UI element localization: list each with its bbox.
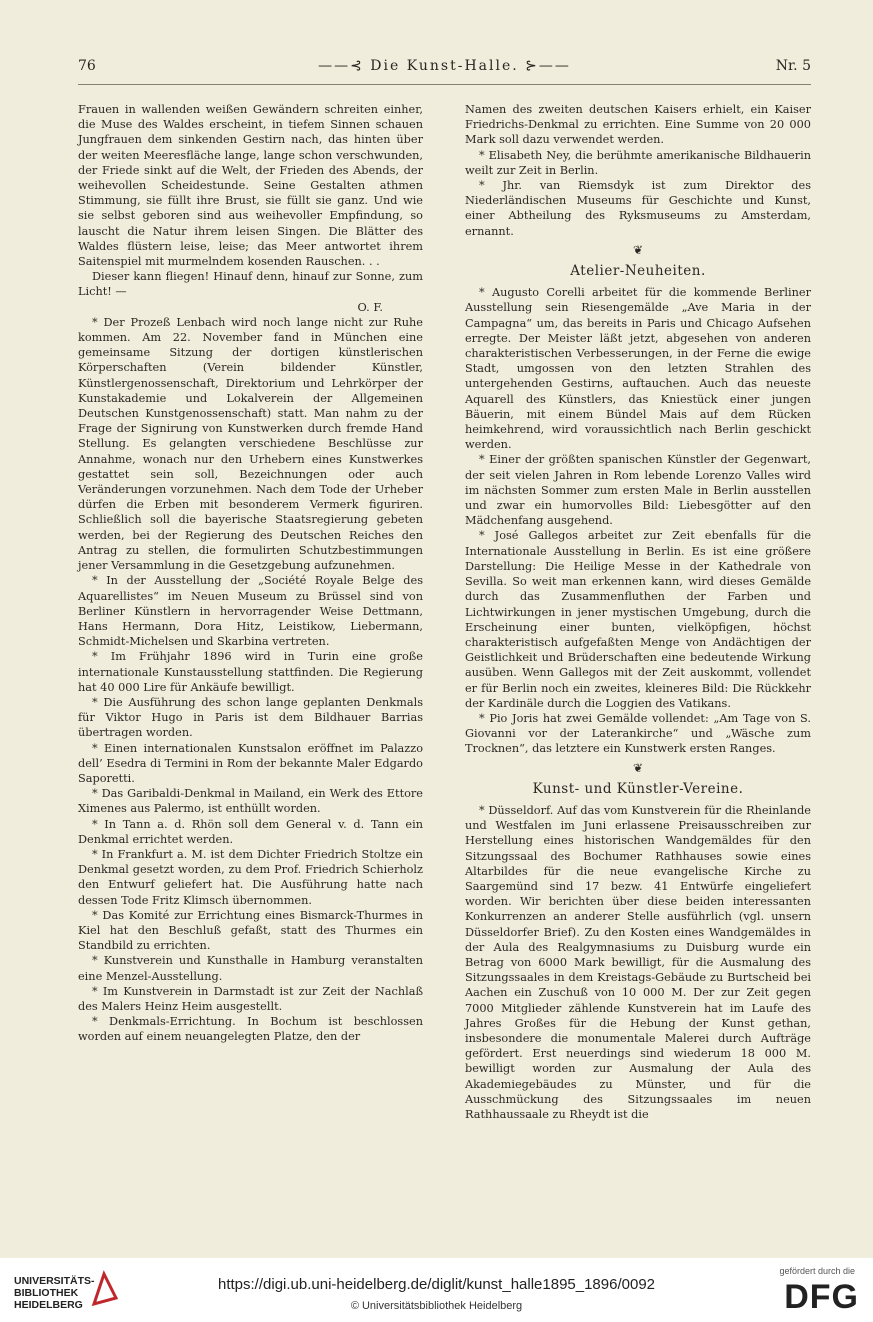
paragraph: Dieser kann fliegen! Hinauf denn, hinauf zur Sonne, zum Licht! — [78, 270, 423, 299]
paragraph: * Im Frühjahr 1896 wird in Turin eine große internationale Kunstausstellung stattfinden. Die Regierung hat 40 000 Lire für Ankäufe bewilligt. [78, 650, 423, 694]
paragraph: * In Frankfurt a. M. ist dem Dichter Friedrich Stoltze ein Denkmal gesetzt worden, zu dem Prof. Friedrich Schierholz den Entwurf geliefert hat. Die Ausführung hatte nach dessen Tode Fritz Klimsch übernommen. [78, 847, 423, 907]
paragraph: * Düsseldorf. Auf das vom Kunstverein für die Rheinlande und Westfalen im Juni erlassene Preisausschreiben zur Herstellung eines historischen Wandgemäldes für den Sitzungssaal des Bochumer Rathhauses sowie eines Altarbildes für die neue evangelische Kirche zu Saargemünd sind 17 bezw. 41 Entwürfe eingeliefert worden. Wir berichten über diese beiden interessanten Konkurrenzen an anderer Stelle ausführlich (vgl. unsern Düsseldorfer Brief). Zu den Kosten eines Wandgemäldes in der Aula des Realgymnasiums zu Duisburg wurde ein Betrag von 6000 Mark bewilligt, für die Ausmalung des Sitzungssaales in dem Kreistags-Gebäude zu Burtscheid bei Aachen ein Zuschuß von 10 000 M. Der zur Zeit gegen 7000 Mitglieder zählende Kunstverein hat im Laufe des Jahres Großes für die Hebung der Kunst gethan, insbesondere die monumentale Malerei durch Aufträge gefördert. Erst neuerdings sind wiederum 18 000 M. bewilligt worden zur Ausmalung der Aula des Akademiegebäudes zu Münster, und für die Ausschmückung des Sitzungssaales im neuen Rathhaussaale zu Rheydt ist die [465, 803, 811, 1121]
funding-note: gefördert durch die [779, 1266, 855, 1276]
fleuron-icon: ❦ [632, 760, 644, 775]
issue-number: Nr. 5 [775, 58, 811, 74]
dfg-logo[interactable]: DFG [784, 1278, 859, 1316]
paragraph: * Jhr. van Riemsdyk ist zum Direktor des Niederländischen Museums für Geschichte und Kunst, einer Abtheilung des Ryksmuseums zu Amsterdam, ernannt. [465, 179, 811, 238]
paragraph: Frauen in wallenden weißen Gewändern schreiten einher, die Muse des Waldes erscheint, in tiefem Sinnen schauen Jungfrauen dem sinkenden Gestirn nach, das hinten über der weiten Meeresfläche lange, lange schon verschwunden, der Friede sinkt auf die Welt, der Frieden des Abends, der weihevollen Scheidestunde. Seine Gestalten athmen Stimmung, sie füllt ihre Brust, sie füllt sie ganz. Und wie sie selbst geboren sind aus weihevoller Empfindung, so lauscht die Natur ihrem leisen Singen. Die Blätter des Waldes flüstern leise, leise; das Meer antwortet ihrem Saitenspiel mit murmelndem kosenden Rauschen. . . [78, 103, 423, 269]
paragraph: * Augusto Corelli arbeitet für die kommende Berliner Ausstellung sein Riesengemälde „Ave Maria in der Campagna“ um, das bereits in Paris und Chicago Aufsehen erregte. Der Meister läßt jetzt, abgesehen von anderen charakteristischen Verbesserungen, in der Ferne die ewige Stadt, umgossen von den letzten Strahlen des untergehenden Gestirns, auftauchen. Auch das neueste Aquarell des Künstlers, das Kniestück einer jungen Bäuerin, mit einem Bündel Mais auf dem Rücken heimkehrend, wird voraussichtlich nach Berlin geschickt werden. [465, 286, 811, 452]
paragraph: * Denkmals-Errichtung. In Bochum ist beschlossen worden auf einem neuangelegten Platze, den der [78, 1015, 423, 1044]
page-number: 76 [78, 58, 96, 74]
paragraph: Namen des zweiten deutschen Kaisers erhielt, ein Kaiser Friedrichs-Denkmal zu errichten. Eine Summe von 20 000 Mark soll dazu verwendet werden. [465, 103, 811, 147]
paragraph: * Elisabeth Ney, die berühmte amerikanische Bildhauerin weilt zur Zeit in Berlin. [465, 148, 811, 177]
paragraph: * Der Prozeß Lenbach wird noch lange nicht zur Ruhe kommen. Am 22. November fand in München eine gemeinsame Sitzung der dortigen künstlerischen Körperschaften (Verein bildender Künstler, Künstlergenossenschaft, Direktorium und Lehrkörper der Kunstakademie und Lokalverein der Allgemeinen Deutschen Kunstgenossenschaft) statt. Man nahm zu der Frage der Signirung von Kunstwerken durch fremde Hand Stellung. Es gelangten verschiedene Beschlüsse zur Annahme, wonach nur den Urhebern eines Kunstwerkes gestattet sein soll, Bezeichnungen oder auch Veränderungen vorzunehmen. Nach dem Tode der Urheber dürfen die Erben mit besonderem Vermerk figuriren. Schließlich soll die bayerische Staatsregierung gebeten werden, bei der Regierung des Deutschen Reiches den Antrag zu stellen, die formulirten Schutzbestimmungen jener Versammlung in die Gesetzgebung aufzunehmen. [78, 315, 423, 573]
paragraph: * Kunstverein und Kunsthalle in Hamburg veranstalten eine Menzel-Ausstellung. [78, 954, 423, 983]
fleuron-icon: ❦ [632, 242, 644, 257]
paragraph: * Einer der größten spanischen Künstler der Gegenwart, der seit vielen Jahren in Rom lebende Lorenzo Valles wird im nächsten Sommer zum ersten Male in Berlin ausstellen und zwar ein humorvolles Bild: Liebesgötter auf den Mädchenfang ausgehend. [465, 453, 811, 528]
right-column [465, 102, 811, 1122]
running-header [78, 58, 811, 78]
paragraph: * Im Kunstverein in Darmstadt ist zur Zeit der Nachlaß des Malers Heinz Heim ausgestellt. [78, 984, 423, 1013]
paragraph: * In Tann a. d. Rhön soll dem General v. d. Tann ein Denkmal errichtet werden. [78, 817, 423, 846]
paragraph: * Das Komité zur Errichtung eines Bismarck-Thurmes in Kiel hat den Beschluß gefaßt, statt des Thurmes ein Standbild zu errichten. [78, 908, 423, 953]
paragraph: * Pio Joris hat zwei Gemälde vollendet: „Am Tage von S. Giovanni vor der Laterankirche“ und „Wäsche zum Trocknen“, das letztere ein Kunstwerk ersten Ranges. [465, 711, 811, 756]
copyright: © Universitätsbibliothek Heidelberg [350, 1300, 523, 1312]
header-rule [78, 84, 811, 85]
library-logo-text[interactable]: UNIVERSITÄTS-BIBLIOTHEK HEIDELBERG [14, 1275, 95, 1311]
paragraph: * Die Ausführung des schon lange geplanten Denkmals für Viktor Hugo in Paris ist dem Bildhauer Barrias übertragen worden. [78, 695, 423, 740]
paragraph: * In der Ausstellung der „Société Royale Belge des Aquarellistes“ im Neuen Museum zu Brüssel sind von Berliner Künstlern in hervorragender Weise Dettmann, Hans Hermann, Dora Hitz, Leistikow, Liebermann, Schmidt-Michelsen und Skarbina vertreten. [78, 574, 423, 649]
journal-title: ——⊰ Die Kunst-Halle. ⊱—— [318, 58, 571, 74]
paragraph: * Einen internationalen Kunstsalon eröffnet im Palazzo dell’ Esedra di Termini in Rom der bekannte Maler Edgardo Saporetti. [78, 741, 423, 785]
left-column [78, 102, 423, 1045]
section-heading: Atelier-Neuheiten. [570, 263, 706, 280]
paragraph: * Das Garibaldi-Denkmal in Mailand, ein Werk des Ettore Ximenes aus Palermo, ist enthüllt worden. [78, 787, 423, 816]
signature: O. F. [357, 300, 383, 314]
permalink-url[interactable]: https://digi.ub.uni-heidelberg.de/diglit/kunst_halle1895_1896/0092 [218, 1276, 655, 1293]
paragraph: * José Gallegos arbeitet zur Zeit ebenfalls für die Internationale Ausstellung in Berlin. Es ist eine größere Darstellung: Die Heilige Messe in der Kathedrale von Sevilla. So weit man erkennen kann, wird dieses Gemälde durch das Zusammenfluthen der Farben und Lichtwirkungen in jener mystischen Umgebung, durch die Erscheinung einer bunten, vielköpfigen, höchst charakteristisch aufgefaßten Menge von Andächtigen der Geistlichkeit und Brüderschaften eine bedeutende Wirkung ausüben. Wenn Gallegos mit der Zeit auskommt, vollendet er für Berlin noch ein zweites, kleineres Bild: Die Rückkehr der Kardinäle durch die Loggien des Vatikans. [465, 529, 811, 710]
section-heading: Kunst- und Künstler-Vereine. [532, 780, 744, 797]
